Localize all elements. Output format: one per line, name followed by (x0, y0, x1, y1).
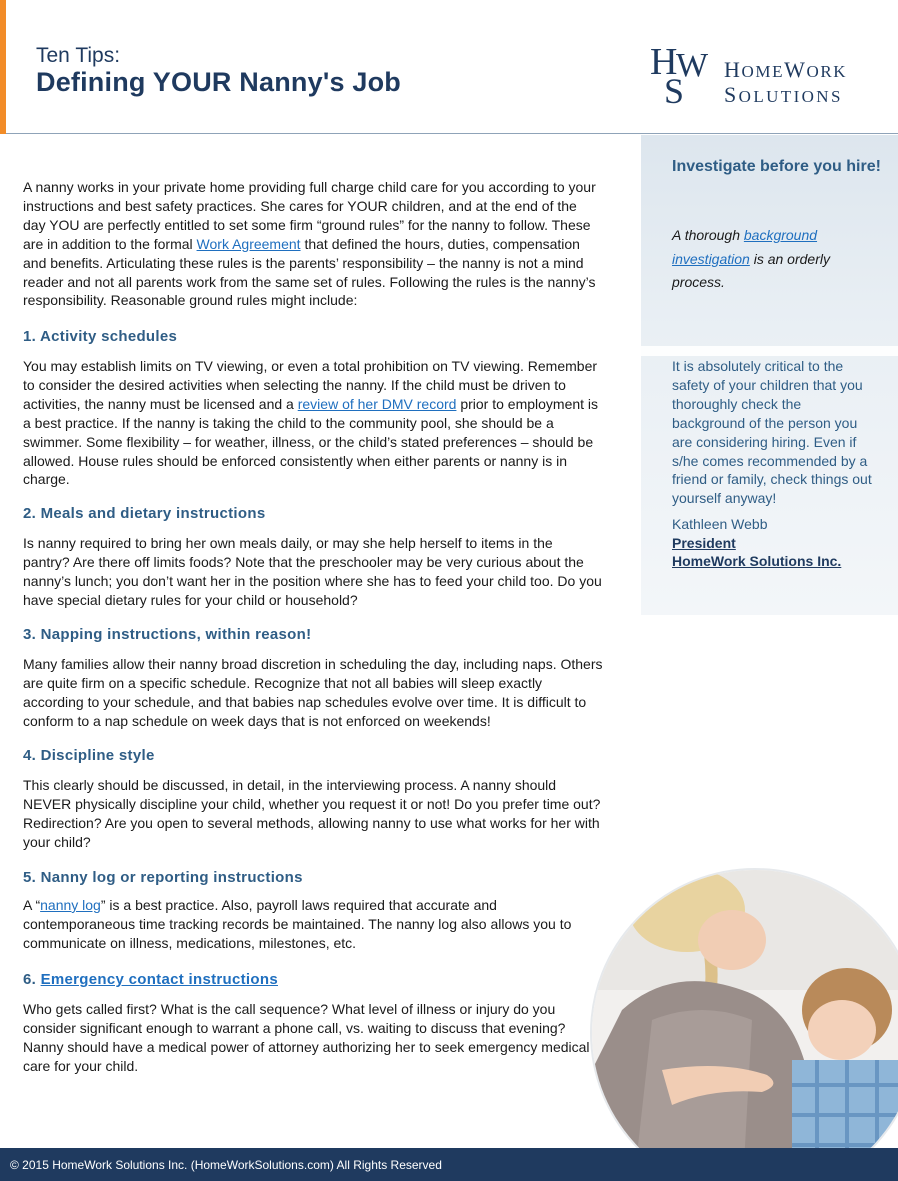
sidebar-tip (672, 224, 872, 295)
intro-paragraph (23, 178, 603, 310)
section-body: Who gets called first? What is the call sequence? What level of illness or injury do you consider significant enough to warrant a phone call, vs. waiting to discuss that evening? Nanny should have a medical power of attorney authorizing her to seek emergency medical care for your child. (23, 1001, 590, 1074)
logo-line-1: HOMEWORK (724, 57, 848, 82)
author-title: President (672, 534, 736, 551)
section-body: This clearly should be discussed, in detail, in the interviewing process. A nanny should NEVER physically discipline your child, whether you request it or not! Do you prefer time out? Redirection? Are you open to several methods, allowing nanny to use what works for her with your child? (23, 777, 601, 850)
section-body: Many families allow their nanny broad discretion in scheduling the day, including naps. Others are quite firm on a specific schedule. Recognize that not all babies will sleep exactly according to your schedule, and that babies nap schedules evolve over time. It is difficult to conform to a nap schedule on week days that is not enforced on weekends! (23, 656, 603, 729)
header-accent-bar (0, 0, 6, 134)
section-body (23, 357, 603, 489)
svg-text:H: H (650, 41, 678, 83)
svg-text:S: S (664, 71, 685, 106)
page-title: Defining YOUR Nanny's Job (36, 67, 401, 97)
section-text-cont: ” is a best practice. Also, payroll laws required that accurate and contemporaneous time tracking records be maintained. The nanny log also allows you to communicate on illness, medications, milestones, etc. (23, 897, 572, 951)
nanny-child-photo (590, 868, 898, 1181)
section-body (23, 896, 603, 953)
sidebar-quote: It is absolutely critical to the safety of your children that you thoroughly check the background of the person you are considering hiring. Even if s/he comes recommended by a friend or family, check things out yourself anyway! (672, 358, 872, 507)
page-subtitle: Ten Tips: (36, 44, 121, 67)
background-investigation-link[interactable]: background investigation (672, 227, 818, 267)
section-heading: 3. Napping instructions, within reason! (23, 626, 312, 643)
section-heading-number: 6. (23, 971, 41, 988)
section-meals (23, 504, 603, 610)
page-header (0, 0, 898, 134)
section-heading: 4. Discipline style (23, 747, 155, 764)
author-name: Kathleen Webb (672, 516, 768, 532)
section-heading: 1. Activity schedules (23, 328, 178, 345)
sidebar-divider (641, 346, 898, 356)
section-activity-schedules (23, 327, 603, 489)
section-napping (23, 625, 603, 731)
section-emergency-contact (23, 970, 603, 1076)
dmv-record-link[interactable]: review of her DMV record (297, 395, 457, 412)
intro-section (23, 178, 603, 310)
sidebar-tip-text-cont: is an orderly process. (672, 250, 830, 290)
section-text-cont: prior to employment is a best practice. If the nanny is taking the child to the community pool, she should be a swimmer. Some flexibility – for weather, illness, or the child’s stated preferences – should be allowed. House rules should be enforced consistently when either parents or nanny is in charge. (23, 395, 599, 488)
section-text: You may establish limits on TV viewing, or even a total prohibition on TV viewing. Remember to consider the desired activities when selecting the nanny. If the child must be driven to activities, the nanny must be licensed and a (23, 358, 598, 412)
intro-text-cont: that defined the hours, duties, compensation and benefits. Articulating these rules is the parents’ responsibility – the nanny is not a mind reader and not all parents work from the same set of rules. Following the rules is the nanny’s responsibility. Reasonable ground rules might include: (23, 235, 596, 309)
section-heading (23, 970, 603, 990)
sidebar-callout (641, 135, 898, 615)
sidebar-heading: Investigate before you hire! (672, 158, 881, 175)
copyright-text: © 2015 HomeWork Solutions Inc. (HomeWorkSolutions.com) All Rights Reserved (10, 1158, 442, 1172)
company-logo[interactable] (648, 40, 868, 106)
section-heading: 5. Nanny log or reporting instructions (23, 869, 303, 886)
author-company: HomeWork Solutions Inc. (672, 553, 842, 569)
section-discipline (23, 746, 603, 852)
emergency-contact-link[interactable]: Emergency contact instructions (40, 971, 278, 988)
work-agreement-link[interactable]: Work Agreement (196, 235, 301, 252)
section-nanny-log (23, 868, 603, 953)
svg-text:W: W (676, 47, 709, 84)
sidebar-attribution (672, 515, 882, 571)
intro-text: A nanny works in your private home providing full charge child care for you according to your instructions and best safety practices. She cares for YOUR children, and at the end of the day YOU are perfectly entitled to set some firm “ground rules” for the nanny to follow. These are in addition to the formal (23, 179, 596, 252)
section-heading: 2. Meals and dietary instructions (23, 505, 266, 522)
logo-wordmark (724, 58, 847, 108)
sidebar-tip-text: A thorough (672, 227, 744, 243)
section-text: A “ (23, 897, 41, 913)
photo-illustration (592, 870, 898, 1181)
logo-line-2: SOLUTIONS (724, 82, 843, 107)
section-body: Is nanny required to bring her own meals daily, or may she help herself to items in the pantry? Are there off limits foods? Note that the preschooler may be very curious about the nanny’s lunch; you don’t want her in the position where she has to feed your child too. Do you have special dietary rules for your child or household? (23, 535, 602, 608)
hws-monogram-logo (648, 40, 720, 106)
page-footer (0, 1148, 898, 1181)
nanny-log-link[interactable]: nanny log (40, 897, 101, 913)
